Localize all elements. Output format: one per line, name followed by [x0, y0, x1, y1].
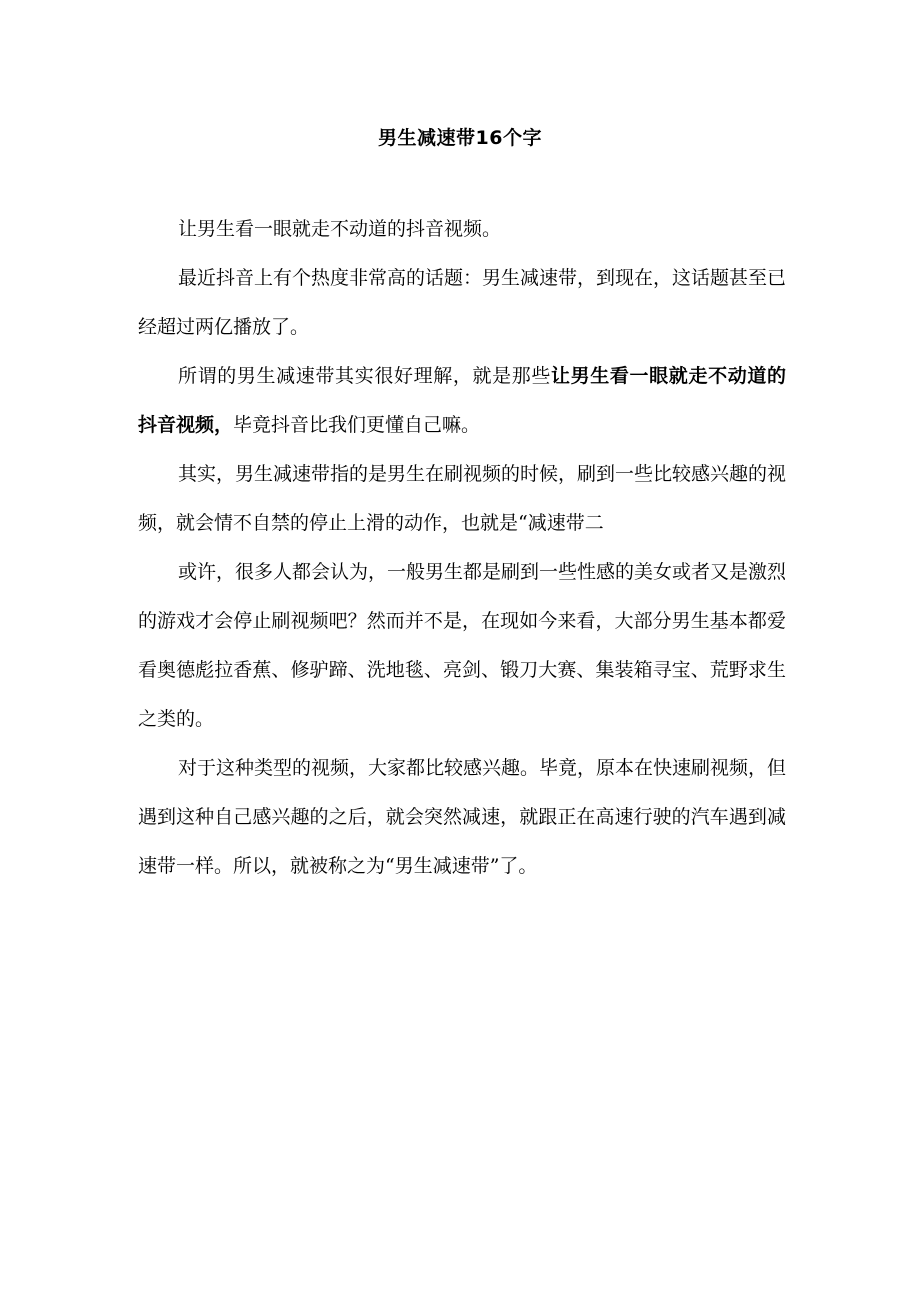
paragraph-3-text-after: 毕竟抖音比我们更懂自己嘛。 — [233, 414, 481, 436]
paragraph-3 — [138, 352, 786, 450]
paragraph-3-bold-text: 让男生看一眼就走不动道的抖音视频， — [138, 365, 786, 436]
paragraph-6: 对于这种类型的视频，大家都比较感兴趣。毕竟，原本在快速刷视频，但遇到这种自己感兴趣的之后，就会突然减速，就跟正在高速行驶的汽车遇到减速带一样。所以，就被称之为“男生减速带”了。 — [138, 757, 787, 877]
paragraph-4: 其实，男生减速带指的是男生在刷视频的时候，刷到一些比较感兴趣的视频，就会情不自禁的停止上滑的动作，也就是“减速带二 — [138, 463, 787, 534]
paragraph-2: 最近抖音上有个热度非常高的话题：男生减速带，到现在，这话题甚至已经超过两亿播放了。 — [138, 267, 787, 338]
document-body — [138, 205, 786, 891]
paragraph-5: 或许，很多人都会认为，一般男生都是刷到一些性感的美女或者又是激烈的游戏才会停止刷视频吧？然而并不是，在现如今来看，大部分男生基本都爱看奥德彪拉香蕉、修驴蹄、洗地毯、亮剑、锻刀大赛、集装箱寻宝、荒野求生之类的。 — [138, 561, 787, 730]
paragraph-3-text-before: 所谓的男生减速带其实很好理解，就是那些 — [178, 365, 552, 387]
document-title: 男生减速带16个字 — [378, 127, 542, 149]
paragraph-1: 让男生看一眼就走不动道的抖音视频。 — [178, 218, 502, 240]
